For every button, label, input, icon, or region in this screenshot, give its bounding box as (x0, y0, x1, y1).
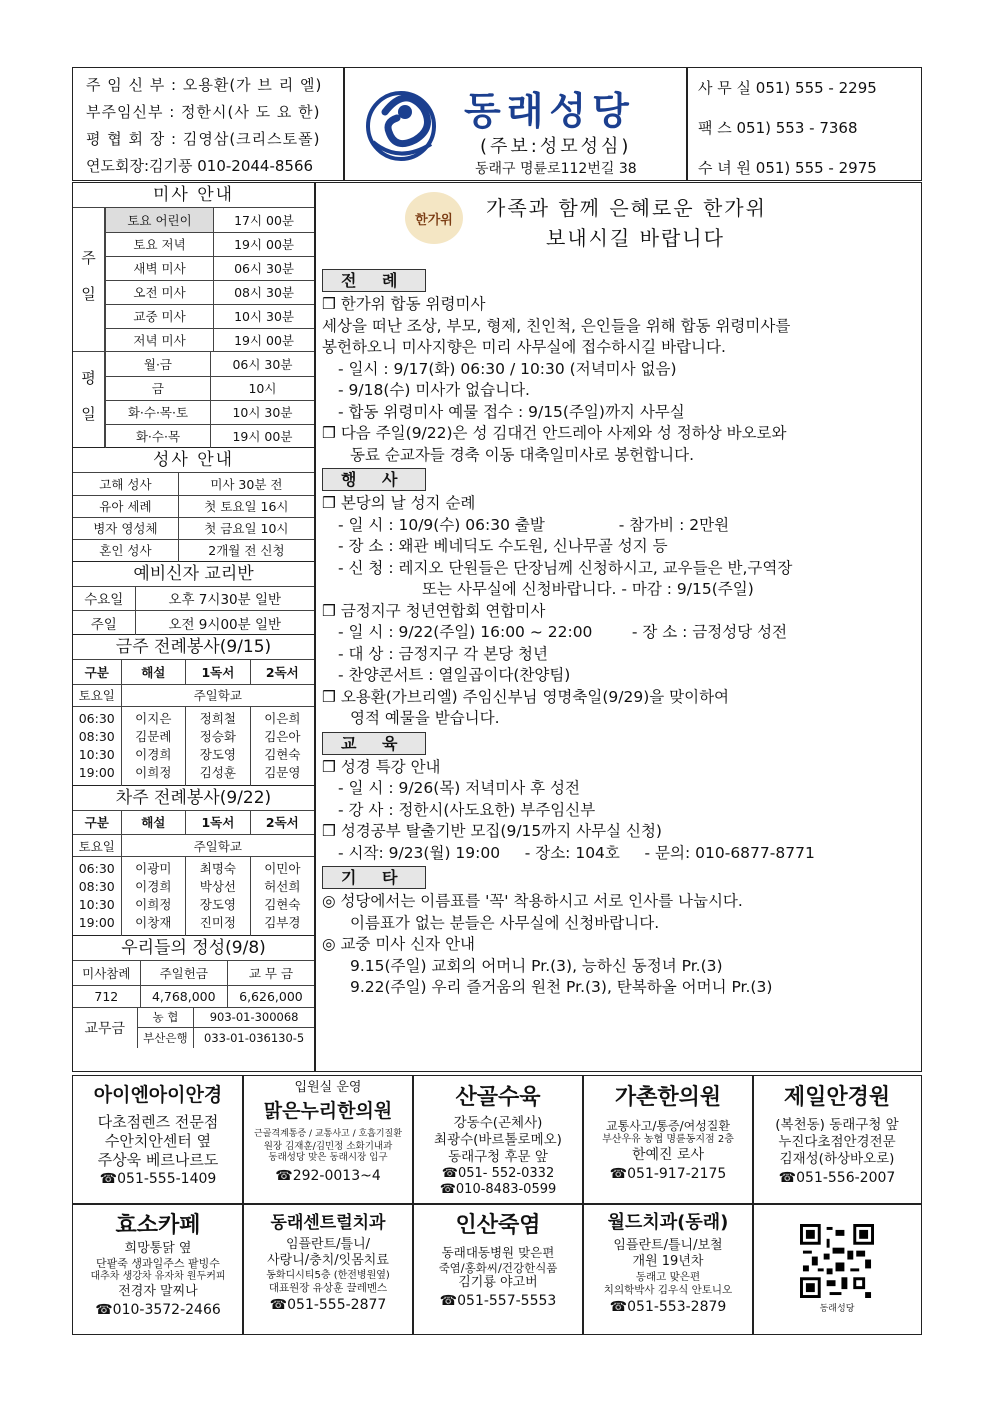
person: 이지은 (135, 710, 172, 726)
staff-elder-president: 연도회장:김기풍 010-2044-8566 (86, 157, 314, 175)
greeting-logo-text: 한가위 (415, 212, 453, 228)
this-week-table (73, 660, 314, 786)
sacrament-time: 미사 30분 전 (178, 473, 314, 495)
next-week-title: 차주 전례봉사(9/22) (73, 786, 314, 811)
section-tag-education: 교 육 (322, 732, 426, 755)
mass-name: 오전 미사 (106, 280, 214, 304)
mass-sunday-label-cell (73, 208, 105, 351)
ad-line: 대표원장 유상훈 끌레멘스 (268, 1282, 388, 1294)
ad-title: 가촌한의원 (614, 1085, 722, 1110)
person: 정희철 (199, 710, 236, 726)
next-week-reader1 (186, 857, 251, 936)
ad-phone: ☎ 051-555-1409 (74, 1171, 242, 1189)
sacrament-name: 병자 영성체 (73, 517, 178, 539)
next-week-head: 구분 (73, 811, 121, 835)
ad-line: 단팥죽 생과일주스 팥빙수 (96, 1257, 220, 1271)
mass-time: 10시 (210, 376, 314, 400)
person: 김현숙 (264, 746, 301, 762)
events-item-title: ❒ 본당의 날 성지 순례 (322, 494, 476, 512)
mass-name: 새벽 미사 (106, 256, 214, 280)
catechumen-day: 수요일 (73, 587, 135, 611)
section-tag-events: 행 사 (322, 468, 426, 491)
person: 장도영 (199, 746, 236, 762)
mass-name: 교중 미사 (106, 304, 214, 328)
person: 이창재 (135, 915, 172, 930)
ad-pre: 입원실 운영 (294, 1080, 362, 1095)
ad-phone: ☎ 051- 552-0332 (414, 1166, 582, 1182)
sacrament-time: 첫 금요일 10시 (178, 517, 314, 539)
events-detail: 영적 예물을 받습니다. (350, 709, 500, 727)
events-detail: - 대 상 : 금정지구 각 본당 청년 (338, 644, 549, 663)
ad-line: 죽염/홍화씨/건강한식품 (438, 1260, 558, 1275)
section-tag-liturgy: 전 례 (322, 269, 426, 292)
sacrament-name: 고해 성사 (73, 473, 178, 495)
church-name: 동래성당 (464, 89, 635, 133)
time: 08:30 (78, 728, 115, 744)
next-week-sat-label: 토요일 (73, 835, 121, 857)
account-table (73, 1008, 314, 1048)
ad-line: 누진다초점안경전문 (778, 1133, 896, 1150)
qr-caption: 동래성당 (819, 1304, 855, 1314)
next-week-head: 1독서 (186, 811, 251, 835)
next-week-head: 2독서 (250, 811, 314, 835)
etc-text: 이름표가 없는 분들은 사무실에 신청바랍니다. (350, 913, 660, 932)
mass-weekday-label-cell (73, 352, 105, 447)
mass-time: 10시 30분 (210, 400, 314, 424)
mass-time: 17시 00분 (214, 208, 314, 232)
person: 장도영 (199, 897, 236, 912)
time: 19:00 (78, 764, 115, 780)
offering-head: 미사참례 (73, 961, 140, 985)
person: 이광미 (135, 861, 172, 876)
header-divider-left (343, 67, 345, 181)
main-content (322, 267, 918, 999)
mass-time: 08시 30분 (214, 280, 314, 304)
ad-line: 한예진 로사 (631, 1146, 705, 1163)
ad-line: 김재성(하상바오로) (779, 1150, 895, 1167)
offering-value: 6,626,000 (227, 985, 314, 1007)
next-week-reader2 (250, 857, 314, 936)
mass-name: 화·수·목·토 (106, 400, 211, 424)
time: 10:30 (78, 746, 115, 762)
events-detail: 또는 사무실에 신청바랍니다. - 마감 : 9/15(주일) (422, 580, 754, 598)
ad-gachon-clinic (584, 1080, 752, 1200)
mass-name: 월·금 (106, 352, 211, 376)
ad-line: 사랑니/충치/잇몸치료 (267, 1253, 389, 1269)
church-patron: (주보:성모성심) (480, 136, 632, 157)
ad-phone: ☎ 051-557-5553 (414, 1293, 582, 1311)
ad-line: 임플란트/틀니/ (285, 1237, 371, 1252)
ad-line: 다초점렌즈 전문점 (97, 1113, 219, 1131)
ad-line: 임플란트/틀니/보철 (613, 1238, 723, 1253)
ad-line: 주상욱 베르나르도 (97, 1150, 219, 1169)
mass-time: 19시 00분 (214, 328, 314, 352)
ad-line: 수안치안센터 옆 (104, 1131, 212, 1150)
person: 이은희 (264, 710, 301, 726)
greeting-logo (405, 192, 463, 244)
mass-weekday-block (73, 352, 314, 448)
offering-title: 우리들의 정성(9/8) (73, 936, 314, 961)
contact-convent: 수 녀 원 051) 555 - 2975 (698, 159, 877, 177)
ad-qr (754, 1208, 920, 1332)
qr-code[interactable] (800, 1224, 874, 1298)
mass-name: 화·수·목 (106, 424, 211, 448)
next-week-times (73, 857, 121, 936)
ad-line: (복천동) 동래구청 앞 (775, 1117, 899, 1133)
this-week-sat-label: 토요일 (73, 684, 121, 706)
events-item-title: ❒ 오용환(가브리엘) 주임신부님 영명축일(9/29)을 맞이하여 (322, 687, 730, 706)
section-tag-etc: 기 타 (322, 866, 426, 889)
ad-line: 동래구청 후문 앞 (448, 1148, 548, 1165)
ad-phone: ☎ 051-556-2007 (754, 1170, 920, 1188)
person: 허선희 (264, 879, 301, 894)
liturgy-detail: - 합동 위령미사 예물 접수 : 9/15(주일)까지 사무실 (338, 402, 685, 421)
ad-line: 동화디시티5층 (한전병원옆) (266, 1269, 390, 1281)
this-week-times (73, 706, 121, 785)
mass-name: 저녁 미사 (106, 328, 214, 352)
ad-central-dental (244, 1208, 412, 1332)
ad-hyoso-cafe (74, 1208, 242, 1332)
etc-text: 9.15(주일) 교회의 어머니 Pr.(3), 능하신 동정녀 Pr.(3) (350, 956, 723, 975)
church-address: 동래구 명륜로112번길 38 (475, 161, 637, 177)
this-week-head: 1독서 (186, 660, 251, 684)
this-week-sat-value: 주일학교 (121, 684, 314, 706)
sacraments-title: 성사 안내 (73, 448, 314, 473)
ad-title: 맑은누리한의원 (263, 1100, 393, 1123)
ad-line: 대추차 생강차 유자차 원두커피 (90, 1271, 226, 1282)
time: 10:30 (78, 897, 115, 912)
ad-title: 제일안경원 (783, 1085, 891, 1110)
account-label: 교무금 (73, 1008, 137, 1048)
offering-head: 교 무 금 (227, 961, 314, 985)
catechumen-title: 예비신자 교리반 (73, 562, 314, 587)
ad-phone: ☎ 051-553-2879 (584, 1299, 752, 1317)
education-item-title: ❒ 성경 특강 안내 (322, 757, 441, 776)
time: 06:30 (78, 861, 115, 876)
ad-line: 희망통닭 옆 (124, 1241, 192, 1256)
ad-ini-optical (74, 1080, 242, 1200)
offering-value: 712 (73, 985, 140, 1007)
mass-time: 19시 00분 (214, 232, 314, 256)
etc-item-title: ◎ 성당에서는 이름표를 '꼭' 착용하시고 서로 인사를 나눕시다. (322, 892, 743, 910)
person: 이경희 (135, 746, 172, 762)
person: 이민아 (264, 861, 301, 876)
ad-malgeun-clinic (244, 1080, 412, 1200)
person: 이희정 (135, 897, 172, 912)
liturgy-text: 봉헌하오니 미사지향은 미리 사무실에 접수하시길 바랍니다. (322, 338, 726, 356)
mass-sunday-block (73, 208, 314, 352)
this-week-head: 해설 (121, 660, 186, 684)
next-week-commentators (121, 857, 186, 936)
this-week-head: 구분 (73, 660, 121, 684)
greeting-line2: 보내시길 바랍니다 (546, 226, 725, 250)
person: 김성훈 (199, 764, 236, 780)
mass-name: 토요 어린이 (106, 208, 214, 232)
ad-line: 강동수(곤체사) (453, 1115, 543, 1131)
contact-fax: 팩 스 051) 553 - 7368 (698, 119, 858, 137)
ad-line: 전경자 말찌나 (118, 1283, 198, 1299)
events-detail: - 찬양콘서트 : 열일곱이다(찬양팀) (338, 666, 571, 684)
education-detail: - 강 사 : 정한시(사도요한) 부주임신부 (338, 800, 596, 819)
mass-sunday-table (105, 208, 314, 352)
this-week-reader1 (186, 706, 251, 785)
ads-hline (72, 1203, 922, 1205)
next-week-head: 해설 (121, 811, 186, 835)
ad-phone: ☎ 010-3572-2466 (74, 1302, 242, 1320)
contact-office: 사 무 실 051) 555 - 2295 (698, 79, 877, 97)
mass-weekday-label: 평 일 (79, 370, 97, 429)
person: 최명숙 (199, 861, 236, 876)
sacrament-time: 첫 토요일 16시 (178, 495, 314, 517)
catechumen-time: 오후 7시30분 일반 (135, 587, 314, 611)
etc-item-title: ◎ 교중 미사 신자 안내 (322, 935, 476, 953)
account-bank: 농 협 (137, 1008, 194, 1028)
ad-title: 동래센트럴치과 (270, 1213, 386, 1233)
education-detail: - 시작: 9/23(월) 19:00 - 장소: 104호 - 문의: 010-6877-8771 (338, 843, 815, 862)
ad-jeil-optical (754, 1080, 920, 1200)
ad-line: 동래대동병원 맞은편 (441, 1245, 555, 1260)
sidebar (73, 183, 314, 1048)
ad-title: 산골수육 (455, 1085, 541, 1110)
ad-world-dental (584, 1208, 752, 1332)
education-detail: - 일 시 : 9/26(목) 저녁미사 후 성전 (338, 779, 580, 797)
liturgy-item-title: ❒ 한가위 합동 위령미사 (322, 295, 486, 313)
time: 06:30 (78, 710, 115, 726)
ad-phone: ☎ 010-8483-0599 (414, 1182, 582, 1198)
mass-time: 06시 30분 (214, 256, 314, 280)
liturgy-text: 세상을 떠난 조상, 부모, 형제, 친인척, 은인들을 위해 합동 위령미사를 (322, 316, 791, 335)
mass-weekday-table (105, 352, 314, 448)
account-number: 033-01-036130-5 (194, 1028, 314, 1048)
person: 김현숙 (264, 897, 301, 912)
ad-line: 부산우유 농협 명륜동지점 2층 (602, 1134, 734, 1145)
ad-title: 월드치과(동래) (607, 1212, 729, 1233)
staff-council-president: 평 협 회 장 : 김영삼(크리스토폴) (86, 130, 321, 148)
next-week-table (73, 811, 314, 937)
ad-phone: ☎ 051-917-2175 (584, 1166, 752, 1184)
staff-list (86, 72, 346, 180)
mass-time: 10시 30분 (214, 304, 314, 328)
contact-list (698, 68, 918, 188)
sacraments-table (73, 473, 314, 562)
liturgy-item-title: ❒ 다음 주일(9/22)은 성 김대건 안드레아 사제와 성 정하상 바오로와 (322, 424, 787, 442)
etc-text: 9.22(주일) 우리 즐거움의 원천 Pr.(3), 탄복하올 어머니 Pr.(3) (350, 978, 773, 996)
next-week-sat-value: 주일학교 (121, 835, 314, 857)
ad-line: 근골격계통증 / 교통사고 / 호흡기질환 (254, 1129, 402, 1140)
ad-title: 효소카페 (115, 1213, 201, 1238)
time: 08:30 (78, 879, 115, 894)
person: 김은아 (264, 728, 301, 744)
mass-time: 19시 00분 (210, 424, 314, 448)
catechumen-time: 오전 9시00분 일반 (135, 611, 314, 635)
this-week-reader2 (250, 706, 314, 785)
catechumen-table (73, 587, 314, 636)
ad-line: 교통사고/통증/여성질환 (605, 1119, 730, 1133)
person: 김문례 (135, 728, 172, 744)
church-logo (365, 82, 445, 166)
this-week-title: 금주 전례봉사(9/15) (73, 635, 314, 660)
mass-time: 06시 30분 (210, 352, 314, 376)
account-bank: 부산은행 (137, 1028, 194, 1048)
liturgy-detail: - 일시 : 9/17(화) 06:30 / 10:30 (저녁미사 없음) (338, 359, 677, 378)
events-detail: - 일 시 : 9/22(주일) 16:00 ~ 22:00 - 장 소 : 금정성당 성전 (338, 623, 788, 641)
sidebar-divider (314, 182, 316, 1072)
sacrament-name: 유아 세례 (73, 495, 178, 517)
ad-phone: ☎ 292-0013~4 (244, 1168, 412, 1186)
mass-title: 미사 안내 (73, 183, 314, 208)
person: 정승화 (199, 728, 236, 744)
ad-line: 동래성당 맞은 동래시장 입구 (268, 1152, 388, 1164)
account-number: 903-01-300068 (194, 1008, 314, 1028)
ad-line: 동래고 맞은편 (635, 1270, 701, 1283)
person: 김문영 (264, 764, 301, 780)
person: 이희정 (135, 764, 172, 780)
ad-insan-salt (414, 1208, 582, 1332)
events-detail: - 장 소 : 왜관 베네딕도 수도원, 신나무골 성지 등 (338, 537, 668, 555)
sacrament-name: 혼인 성사 (73, 539, 178, 561)
ad-line: 최광수(바르톨로메오) (434, 1131, 562, 1148)
time: 19:00 (78, 915, 115, 930)
mass-sunday-label: 주 일 (79, 250, 97, 309)
events-item-title: ❒ 금정지구 청년연합회 연합미사 (322, 601, 546, 620)
header-divider-right (686, 67, 688, 181)
ad-line: 치의학박사 김우식 안토니오 (603, 1283, 733, 1296)
staff-assistant-priest: 부주임신부 : 정한시(사 도 요 한) (86, 103, 321, 121)
education-item-title: ❒ 성경공부 탈출기반 모집(9/15까지 사무실 신청) (322, 822, 662, 840)
person: 김부경 (264, 915, 301, 930)
offering-head: 주일헌금 (140, 961, 227, 985)
ad-line: 김기룡 야고버 (458, 1275, 538, 1290)
events-detail: - 일 시 : 10/9(수) 06:30 출발 - 참가비 : 2만원 (338, 515, 730, 534)
person: 이경희 (135, 879, 172, 894)
sacrament-time: 2개월 전 신청 (178, 539, 314, 561)
events-detail: - 신 청 : 레지오 단원들은 단장님께 신청하시고, 교우들은 반,구역장 (338, 558, 793, 577)
mass-name: 금 (106, 376, 211, 400)
ad-title: 아이엔아이안경 (93, 1084, 223, 1106)
person: 진미정 (199, 915, 236, 930)
greeting-line1: 가족과 함께 은혜로운 한가위 (486, 196, 767, 220)
ad-line: 원장 김재훈/김민정 소화기내과 (263, 1140, 393, 1152)
offering-value: 4,768,000 (140, 985, 227, 1007)
this-week-commentators (121, 706, 186, 785)
person: 박상선 (199, 879, 236, 894)
ad-phone: ☎ 051-555-2877 (244, 1297, 412, 1315)
offering-table (73, 961, 314, 1008)
liturgy-text: 동료 순교자들 경축 이동 대축일미사로 봉헌합니다. (350, 445, 694, 464)
ad-title: 인산죽염 (455, 1213, 541, 1238)
liturgy-detail: - 9/18(수) 미사가 없습니다. (338, 381, 530, 399)
ad-line: 개원 19년차 (632, 1254, 704, 1270)
catechumen-day: 주일 (73, 611, 135, 635)
mass-name: 토요 저녁 (106, 232, 214, 256)
ad-sangol-suyuk (414, 1080, 582, 1200)
this-week-head: 2독서 (250, 660, 314, 684)
staff-priest: 주 임 신 부 : 오용환(가 브 리 엘) (86, 76, 323, 94)
